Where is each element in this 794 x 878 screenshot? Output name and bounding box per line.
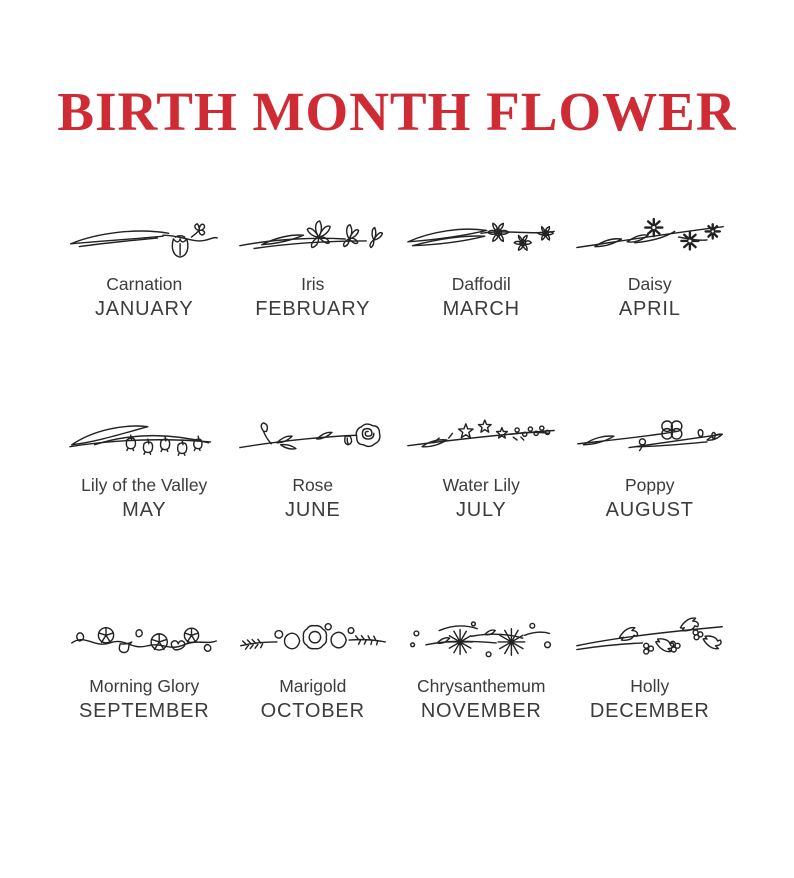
flower-card-february bbox=[232, 213, 395, 322]
flower-card-july bbox=[400, 414, 563, 523]
flower-month: APRIL bbox=[618, 297, 681, 320]
poppy-illustration bbox=[574, 414, 726, 466]
flower-name: Daffodil bbox=[451, 274, 511, 294]
flower-month: MAY bbox=[122, 498, 167, 521]
flower-month: FEBRUARY bbox=[255, 297, 371, 320]
flower-card-december bbox=[569, 615, 732, 724]
holly-illustration bbox=[574, 615, 726, 667]
flower-name: Iris bbox=[301, 274, 325, 294]
carnation-illustration bbox=[68, 213, 220, 265]
flower-month: SEPTEMBER bbox=[78, 699, 210, 722]
flower-name: Holly bbox=[630, 675, 670, 696]
flower-month: DECEMBER bbox=[589, 699, 710, 722]
flower-card-may bbox=[63, 414, 226, 523]
daffodil-illustration bbox=[405, 213, 557, 265]
flower-month: AUGUST bbox=[605, 498, 694, 521]
flower-card-march bbox=[400, 213, 563, 322]
page-title: BIRTH MONTH FLOWER bbox=[57, 81, 737, 142]
flower-name: Chrysanthemum bbox=[417, 675, 546, 696]
iris-illustration bbox=[237, 213, 389, 265]
flower-name: Carnation bbox=[106, 274, 183, 294]
flower-name: Rose bbox=[292, 474, 334, 495]
flower-card-august bbox=[569, 414, 732, 523]
flower-month: NOVEMBER bbox=[420, 699, 542, 722]
flower-card-november bbox=[400, 615, 563, 724]
flower-name: Poppy bbox=[624, 474, 675, 495]
flower-name: Lily of the Valley bbox=[81, 474, 208, 495]
flower-month: OCTOBER bbox=[260, 699, 365, 722]
flower-name: Daisy bbox=[627, 274, 672, 294]
flower-card-june bbox=[232, 414, 395, 523]
lily-of-the-valley-illustration bbox=[68, 414, 220, 466]
rose-illustration bbox=[237, 414, 389, 466]
flower-month: JANUARY bbox=[94, 297, 194, 320]
flower-card-september bbox=[63, 615, 226, 724]
flower-card-january bbox=[63, 213, 226, 322]
marigold-illustration bbox=[237, 615, 389, 667]
flower-name: Water Lily bbox=[442, 474, 520, 495]
flower-month: JULY bbox=[455, 498, 507, 521]
flower-month: MARCH bbox=[442, 297, 520, 320]
flower-card-october bbox=[232, 615, 395, 724]
daisy-illustration bbox=[574, 213, 726, 265]
flower-name: Marigold bbox=[279, 675, 347, 696]
morning-glory-illustration bbox=[68, 615, 220, 667]
chrysanthemum-illustration bbox=[405, 615, 557, 667]
water-lily-illustration bbox=[405, 414, 557, 466]
flower-name: Morning Glory bbox=[89, 675, 200, 696]
flower-grid bbox=[63, 213, 731, 724]
flower-month: JUNE bbox=[285, 498, 341, 521]
flower-card-april bbox=[569, 213, 732, 322]
